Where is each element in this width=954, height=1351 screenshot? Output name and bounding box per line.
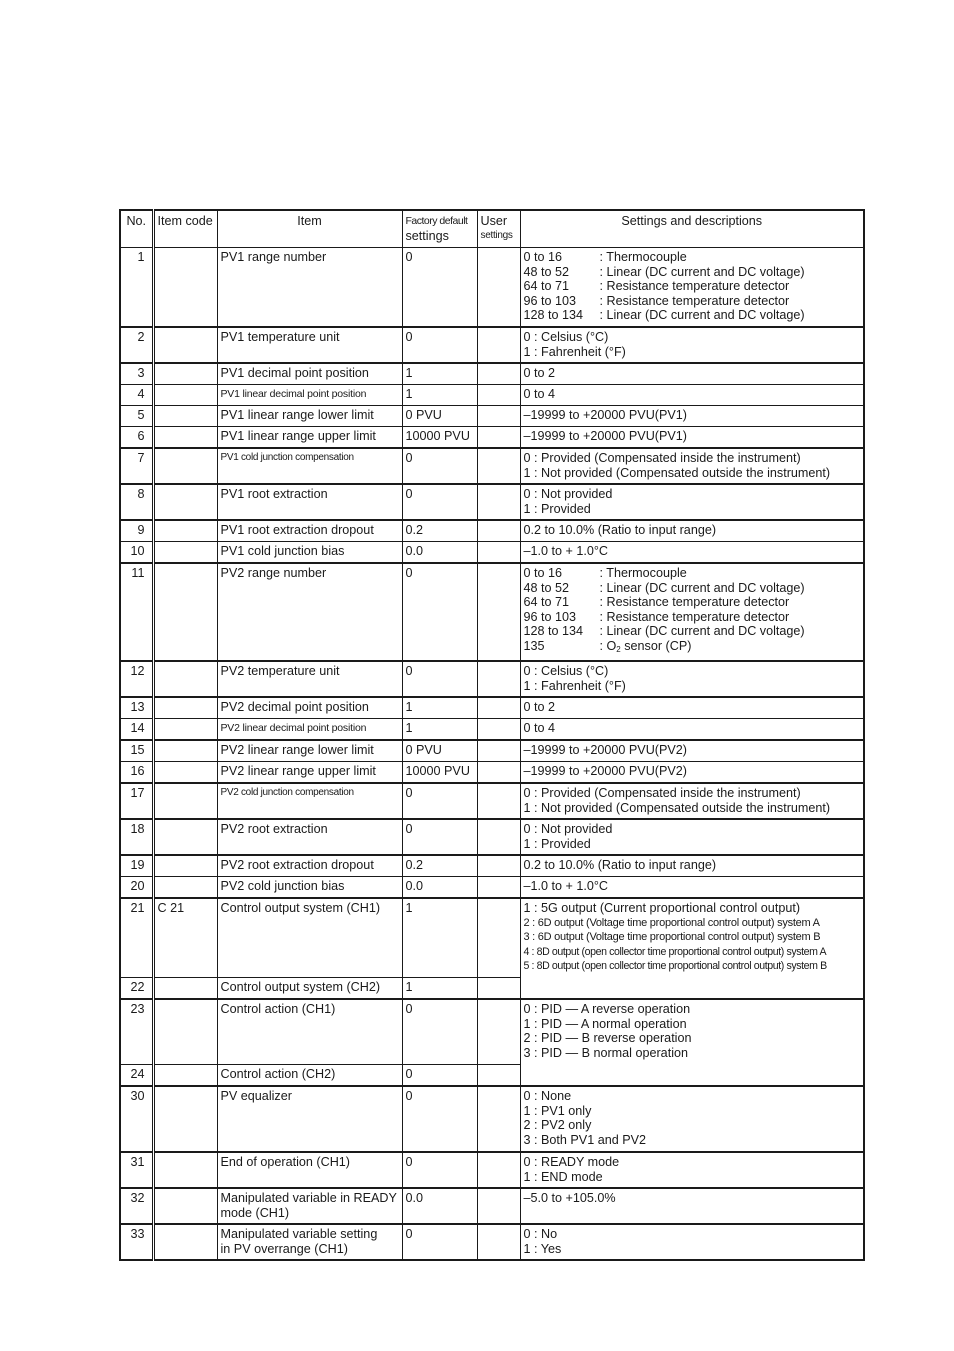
factory-default-value: 0.2 bbox=[402, 855, 477, 877]
user-setting-value bbox=[477, 484, 520, 520]
range-code: 128 to 134 bbox=[523, 308, 584, 322]
table-row bbox=[120, 819, 864, 855]
row-number: 4 bbox=[120, 385, 153, 406]
user-setting-value bbox=[477, 1224, 520, 1260]
range-meaning: : Resistance temperature detector bbox=[599, 595, 790, 609]
range-meaning: : Linear (DC current and DC voltage) bbox=[599, 308, 805, 322]
description-line bbox=[524, 610, 861, 625]
item-name: PV2 linear decimal point position bbox=[217, 719, 402, 741]
factory-default-value: 0 bbox=[402, 248, 477, 328]
user-setting-value bbox=[477, 1188, 520, 1224]
item-name: Control output system (CH1) bbox=[217, 898, 402, 978]
header-no: No. bbox=[120, 210, 153, 248]
table-row bbox=[120, 1086, 864, 1152]
item-name: PV1 linear range upper limit bbox=[217, 427, 402, 449]
settings-description bbox=[520, 363, 864, 385]
item-code bbox=[153, 697, 217, 719]
row-number: 33 bbox=[120, 1224, 153, 1260]
user-setting-value bbox=[477, 427, 520, 449]
range-code: 96 to 103 bbox=[523, 293, 577, 308]
settings-description bbox=[520, 427, 864, 449]
user-setting-value bbox=[477, 661, 520, 697]
description-line: 0.2 to 10.0% (Ratio to input range) bbox=[523, 523, 717, 537]
table-row bbox=[120, 563, 864, 661]
description-line bbox=[524, 624, 861, 639]
item-code bbox=[153, 520, 217, 542]
factory-default-value: 0 bbox=[402, 484, 477, 520]
item-code bbox=[153, 719, 217, 741]
factory-default-value: 0 bbox=[402, 999, 477, 1065]
description-line: 1 : Yes bbox=[523, 1241, 562, 1256]
item-code bbox=[153, 542, 217, 564]
row-number: 23 bbox=[120, 999, 153, 1065]
item-name: Control output system (CH2) bbox=[217, 978, 402, 1000]
range-meaning: : Resistance temperature detector bbox=[599, 279, 790, 293]
user-setting-value bbox=[477, 385, 520, 406]
description-line: 0 : PID — A reverse operation bbox=[523, 1002, 691, 1016]
row-number: 32 bbox=[120, 1188, 153, 1224]
row-number: 9 bbox=[120, 520, 153, 542]
description-line: 0 : Provided (Compensated inside the instrument) bbox=[523, 786, 801, 800]
item-name: PV equalizer bbox=[217, 1086, 402, 1152]
item-name: PV1 root extraction bbox=[217, 484, 402, 520]
row-number: 18 bbox=[120, 819, 153, 855]
item-code bbox=[153, 1086, 217, 1152]
description-line: 0 : Celsius (°C) bbox=[523, 664, 609, 678]
settings-description bbox=[520, 406, 864, 427]
range-meaning: : Resistance temperature detector bbox=[599, 293, 790, 308]
description-line: 2 : PID — B reverse operation bbox=[523, 1031, 692, 1045]
user-setting-value bbox=[477, 563, 520, 661]
factory-default-value: 1 bbox=[402, 719, 477, 741]
user-setting-value bbox=[477, 697, 520, 719]
factory-default-value: 0 bbox=[402, 819, 477, 855]
user-setting-value bbox=[477, 542, 520, 564]
settings-description bbox=[520, 1188, 864, 1224]
item-name-line: in PV overrange (CH1) bbox=[220, 1241, 348, 1256]
description-line: 0 to 4 bbox=[523, 387, 556, 401]
row-number: 20 bbox=[120, 877, 153, 899]
settings-description bbox=[520, 877, 864, 899]
item-code bbox=[153, 448, 217, 484]
settings-description bbox=[520, 448, 864, 484]
factory-default-value: 1 bbox=[402, 898, 477, 978]
description-line: 0 to 2 bbox=[523, 366, 556, 380]
description-line: –19999 to +20000 PVU(PV1) bbox=[523, 408, 687, 422]
user-setting-value bbox=[477, 520, 520, 542]
item-name-line: Manipulated variable setting bbox=[220, 1227, 378, 1241]
description-line: 1 : PID — A normal operation bbox=[523, 1016, 687, 1031]
row-number: 13 bbox=[120, 697, 153, 719]
description-line: –19999 to +20000 PVU(PV2) bbox=[523, 764, 687, 778]
row-number: 24 bbox=[120, 1065, 153, 1087]
row-number: 22 bbox=[120, 978, 153, 1000]
row-number: 31 bbox=[120, 1152, 153, 1188]
user-setting-value bbox=[477, 740, 520, 762]
item-name: Control action (CH1) bbox=[217, 999, 402, 1065]
description-line: –19999 to +20000 PVU(PV1) bbox=[523, 429, 687, 443]
item-name-line: Manipulated variable in READY bbox=[220, 1191, 397, 1205]
range-code: 96 to 103 bbox=[523, 609, 577, 624]
item-code bbox=[153, 855, 217, 877]
table-row bbox=[120, 855, 864, 877]
description-line: 1 : Not provided (Compensated outside the instrument) bbox=[523, 800, 831, 815]
settings-description bbox=[520, 1086, 864, 1152]
item-name: PV2 range number bbox=[217, 563, 402, 661]
header-factory-default bbox=[402, 210, 477, 248]
factory-default-value: 0 bbox=[402, 1224, 477, 1260]
item-code bbox=[153, 1065, 217, 1087]
factory-default-value: 1 bbox=[402, 385, 477, 406]
factory-default-value: 0 bbox=[402, 1086, 477, 1152]
description-line: 5 : 8D output (open collector time proportional control output) system B bbox=[523, 960, 827, 972]
item-name: PV2 linear range upper limit bbox=[217, 762, 402, 784]
item-code bbox=[153, 999, 217, 1065]
item-name: PV2 cold junction bias bbox=[217, 877, 402, 899]
factory-default-value: 0 bbox=[402, 661, 477, 697]
table-row bbox=[120, 385, 864, 406]
settings-description bbox=[520, 740, 864, 762]
range-meaning: : $O_2$ sensor (CP) bbox=[599, 638, 692, 654]
item-code bbox=[153, 978, 217, 1000]
item-code bbox=[153, 783, 217, 819]
description-line bbox=[524, 581, 861, 596]
user-setting-value bbox=[477, 327, 520, 363]
user-setting-value bbox=[477, 1086, 520, 1152]
item-code bbox=[153, 762, 217, 784]
row-number: 5 bbox=[120, 406, 153, 427]
item-name: PV1 cold junction bias bbox=[217, 542, 402, 564]
description-line: 0 : READY mode bbox=[523, 1155, 620, 1169]
row-number: 1 bbox=[120, 248, 153, 328]
description-line: 0 to 2 bbox=[523, 700, 556, 714]
item-name: PV1 decimal point position bbox=[217, 363, 402, 385]
range-code: 48 to 52 bbox=[523, 580, 570, 595]
settings-description bbox=[520, 661, 864, 697]
settings-description bbox=[520, 783, 864, 819]
description-line: 0 : Not provided bbox=[523, 822, 613, 836]
settings-description bbox=[520, 385, 864, 406]
factory-default-value: 0 bbox=[402, 327, 477, 363]
description-line: 1 : END mode bbox=[523, 1169, 603, 1184]
table-row bbox=[120, 697, 864, 719]
settings-description bbox=[520, 697, 864, 719]
item-code bbox=[153, 563, 217, 661]
user-setting-value bbox=[477, 978, 520, 1000]
factory-default-value: 0 PVU bbox=[402, 406, 477, 427]
item-name: PV2 temperature unit bbox=[217, 661, 402, 697]
row-number: 11 bbox=[120, 563, 153, 661]
factory-default-value: 0 PVU bbox=[402, 740, 477, 762]
description-line: 3 : Both PV1 and PV2 bbox=[523, 1132, 647, 1147]
item-name bbox=[217, 1224, 402, 1260]
row-number: 17 bbox=[120, 783, 153, 819]
description-line bbox=[524, 595, 861, 610]
description-line: 0 : Provided (Compensated inside the instrument) bbox=[523, 451, 801, 465]
description-line bbox=[524, 294, 861, 309]
item-name: PV1 temperature unit bbox=[217, 327, 402, 363]
item-name: Control action (CH2) bbox=[217, 1065, 402, 1087]
range-meaning: : Linear (DC current and DC voltage) bbox=[599, 580, 805, 595]
row-number: 10 bbox=[120, 542, 153, 564]
item-name-line: mode (CH1) bbox=[220, 1205, 290, 1220]
item-code bbox=[153, 327, 217, 363]
settings-description bbox=[520, 542, 864, 564]
item-code bbox=[153, 406, 217, 427]
item-code bbox=[153, 819, 217, 855]
factory-default-value: 1 bbox=[402, 697, 477, 719]
factory-default-value: 0 bbox=[402, 1152, 477, 1188]
description-line: 2 : PV2 only bbox=[523, 1118, 592, 1132]
table-row bbox=[120, 248, 864, 328]
range-code: 64 to 71 bbox=[523, 595, 570, 609]
range-meaning: : Thermocouple bbox=[599, 566, 687, 580]
range-code: 0 to 16 bbox=[523, 566, 563, 580]
description-line bbox=[524, 308, 861, 323]
item-code bbox=[153, 363, 217, 385]
description-line bbox=[524, 566, 861, 581]
item-code bbox=[153, 385, 217, 406]
header-user-settings-line1: User bbox=[480, 214, 508, 228]
description-line: 1 : Provided bbox=[523, 836, 591, 851]
factory-default-value: 10000 PVU bbox=[402, 762, 477, 784]
row-number: 6 bbox=[120, 427, 153, 449]
table-row bbox=[120, 661, 864, 697]
range-code: 48 to 52 bbox=[523, 264, 570, 279]
user-setting-value bbox=[477, 855, 520, 877]
factory-default-value: 0 bbox=[402, 783, 477, 819]
description-line: –5.0 to +105.0% bbox=[523, 1191, 616, 1205]
table-row bbox=[120, 427, 864, 449]
row-number: 30 bbox=[120, 1086, 153, 1152]
item-code bbox=[153, 1224, 217, 1260]
table-row bbox=[120, 719, 864, 741]
item-name: End of operation (CH1) bbox=[217, 1152, 402, 1188]
range-meaning: : Resistance temperature detector bbox=[599, 609, 790, 624]
range-meaning: : Linear (DC current and DC voltage) bbox=[599, 624, 805, 638]
row-number: 14 bbox=[120, 719, 153, 741]
header-item: Item bbox=[217, 210, 402, 248]
row-number: 15 bbox=[120, 740, 153, 762]
description-line: 0 to 4 bbox=[523, 721, 556, 735]
description-line: –1.0 to + 1.0°C bbox=[523, 879, 609, 893]
item-code bbox=[153, 248, 217, 328]
item-name: PV2 cold junction compensation bbox=[217, 783, 402, 819]
header-user-settings bbox=[477, 210, 520, 248]
item-name: PV2 root extraction bbox=[217, 819, 402, 855]
user-setting-value bbox=[477, 783, 520, 819]
item-code bbox=[153, 484, 217, 520]
item-name: PV2 decimal point position bbox=[217, 697, 402, 719]
item-name: PV2 root extraction dropout bbox=[217, 855, 402, 877]
description-line: 3 : 6D output (Voltage time proportional control output) system B bbox=[523, 931, 821, 943]
table-row bbox=[120, 448, 864, 484]
item-code bbox=[153, 427, 217, 449]
table-row bbox=[120, 363, 864, 385]
range-meaning: : Linear (DC current and DC voltage) bbox=[599, 264, 805, 279]
settings-description bbox=[520, 762, 864, 784]
range-code: 64 to 71 bbox=[523, 279, 570, 293]
description-line bbox=[524, 250, 861, 265]
item-name: PV1 linear decimal point position bbox=[217, 385, 402, 406]
factory-default-value: 0.0 bbox=[402, 1188, 477, 1224]
factory-default-value: 0 bbox=[402, 563, 477, 661]
range-code: 128 to 134 bbox=[523, 624, 584, 638]
description-line bbox=[524, 279, 861, 294]
description-line: –19999 to +20000 PVU(PV2) bbox=[523, 743, 687, 757]
table-row bbox=[120, 1188, 864, 1224]
factory-default-value: 0.0 bbox=[402, 542, 477, 564]
item-code: C 21 bbox=[153, 898, 217, 978]
factory-default-value: 10000 PVU bbox=[402, 427, 477, 449]
header-item-code: Item code bbox=[153, 210, 217, 248]
settings-table bbox=[119, 209, 865, 1261]
user-setting-value bbox=[477, 999, 520, 1065]
settings-description bbox=[520, 327, 864, 363]
row-number: 8 bbox=[120, 484, 153, 520]
table-row bbox=[120, 406, 864, 427]
table-row bbox=[120, 898, 864, 978]
factory-default-value: 0 bbox=[402, 448, 477, 484]
item-name: PV2 linear range lower limit bbox=[217, 740, 402, 762]
settings-description bbox=[520, 248, 864, 328]
row-number: 12 bbox=[120, 661, 153, 697]
settings-description bbox=[520, 819, 864, 855]
user-setting-value bbox=[477, 363, 520, 385]
row-number: 21 bbox=[120, 898, 153, 978]
description-line: 1 : PV1 only bbox=[523, 1103, 592, 1118]
table-row bbox=[120, 999, 864, 1065]
description-line: 0 : None bbox=[523, 1089, 572, 1103]
factory-default-value: 1 bbox=[402, 363, 477, 385]
settings-description bbox=[520, 855, 864, 877]
item-code bbox=[153, 1188, 217, 1224]
settings-description bbox=[520, 1224, 864, 1260]
header-factory-default-line1: Factory default bbox=[405, 215, 468, 227]
settings-description bbox=[520, 999, 864, 1086]
user-setting-value bbox=[477, 819, 520, 855]
description-line: 0 : No bbox=[523, 1227, 558, 1241]
table-row bbox=[120, 520, 864, 542]
range-code: 0 to 16 bbox=[523, 250, 563, 264]
description-line bbox=[524, 265, 861, 280]
item-name: PV1 cold junction compensation bbox=[217, 448, 402, 484]
factory-default-value: 0 bbox=[402, 1065, 477, 1087]
item-name: PV1 root extraction dropout bbox=[217, 520, 402, 542]
row-number: 19 bbox=[120, 855, 153, 877]
description-line: 0 : Celsius (°C) bbox=[523, 330, 609, 344]
user-setting-value bbox=[477, 248, 520, 328]
item-code bbox=[153, 661, 217, 697]
settings-description bbox=[520, 563, 864, 661]
description-line: 1 : Not provided (Compensated outside the instrument) bbox=[523, 465, 831, 480]
user-setting-value bbox=[477, 898, 520, 978]
table-row bbox=[120, 762, 864, 784]
factory-default-value: 0.0 bbox=[402, 877, 477, 899]
table-row bbox=[120, 542, 864, 564]
description-line: 1 : 5G output (Current proportional control output) bbox=[523, 901, 801, 915]
description-line: 1 : Fahrenheit (°F) bbox=[523, 678, 626, 693]
settings-description bbox=[520, 520, 864, 542]
factory-default-value: 1 bbox=[402, 978, 477, 1000]
row-number: 2 bbox=[120, 327, 153, 363]
item-name bbox=[217, 1188, 402, 1224]
header-user-settings-line2: settings bbox=[480, 229, 513, 241]
user-setting-value bbox=[477, 762, 520, 784]
table-row bbox=[120, 1224, 864, 1260]
row-number: 16 bbox=[120, 762, 153, 784]
user-setting-value bbox=[477, 1065, 520, 1087]
table-row bbox=[120, 740, 864, 762]
description-line: 1 : Fahrenheit (°F) bbox=[523, 344, 626, 359]
user-setting-value bbox=[477, 448, 520, 484]
table-row bbox=[120, 327, 864, 363]
settings-description bbox=[520, 1152, 864, 1188]
description-line bbox=[524, 639, 861, 658]
header-settings-descriptions: Settings and descriptions bbox=[520, 210, 864, 248]
factory-default-value: 0.2 bbox=[402, 520, 477, 542]
row-number: 7 bbox=[120, 448, 153, 484]
description-line: 2 : 6D output (Voltage time proportional control output) system A bbox=[523, 916, 820, 929]
description-line: 1 : Provided bbox=[523, 501, 591, 516]
table-row bbox=[120, 484, 864, 520]
item-name: PV1 range number bbox=[217, 248, 402, 328]
user-setting-value bbox=[477, 1152, 520, 1188]
row-number: 3 bbox=[120, 363, 153, 385]
header-factory-default-line2: settings bbox=[405, 228, 449, 243]
table-row bbox=[120, 877, 864, 899]
settings-description bbox=[520, 719, 864, 741]
table-row bbox=[120, 1152, 864, 1188]
description-line: –1.0 to + 1.0°C bbox=[523, 544, 609, 558]
description-line: 4 : 8D output (open collector time proportional control output) system A bbox=[523, 945, 827, 958]
table-row bbox=[120, 783, 864, 819]
user-setting-value bbox=[477, 877, 520, 899]
item-code bbox=[153, 740, 217, 762]
settings-description bbox=[520, 484, 864, 520]
item-name: PV1 linear range lower limit bbox=[217, 406, 402, 427]
range-code: 135 bbox=[523, 638, 545, 653]
description-line: 0.2 to 10.0% (Ratio to input range) bbox=[523, 858, 717, 872]
item-code bbox=[153, 877, 217, 899]
range-meaning: : Thermocouple bbox=[599, 250, 687, 264]
user-setting-value bbox=[477, 406, 520, 427]
settings-description bbox=[520, 898, 864, 999]
item-code bbox=[153, 1152, 217, 1188]
table-header-row bbox=[120, 210, 864, 248]
description-line: 3 : PID — B normal operation bbox=[523, 1045, 688, 1060]
description-line: 0 : Not provided bbox=[523, 487, 613, 501]
user-setting-value bbox=[477, 719, 520, 741]
